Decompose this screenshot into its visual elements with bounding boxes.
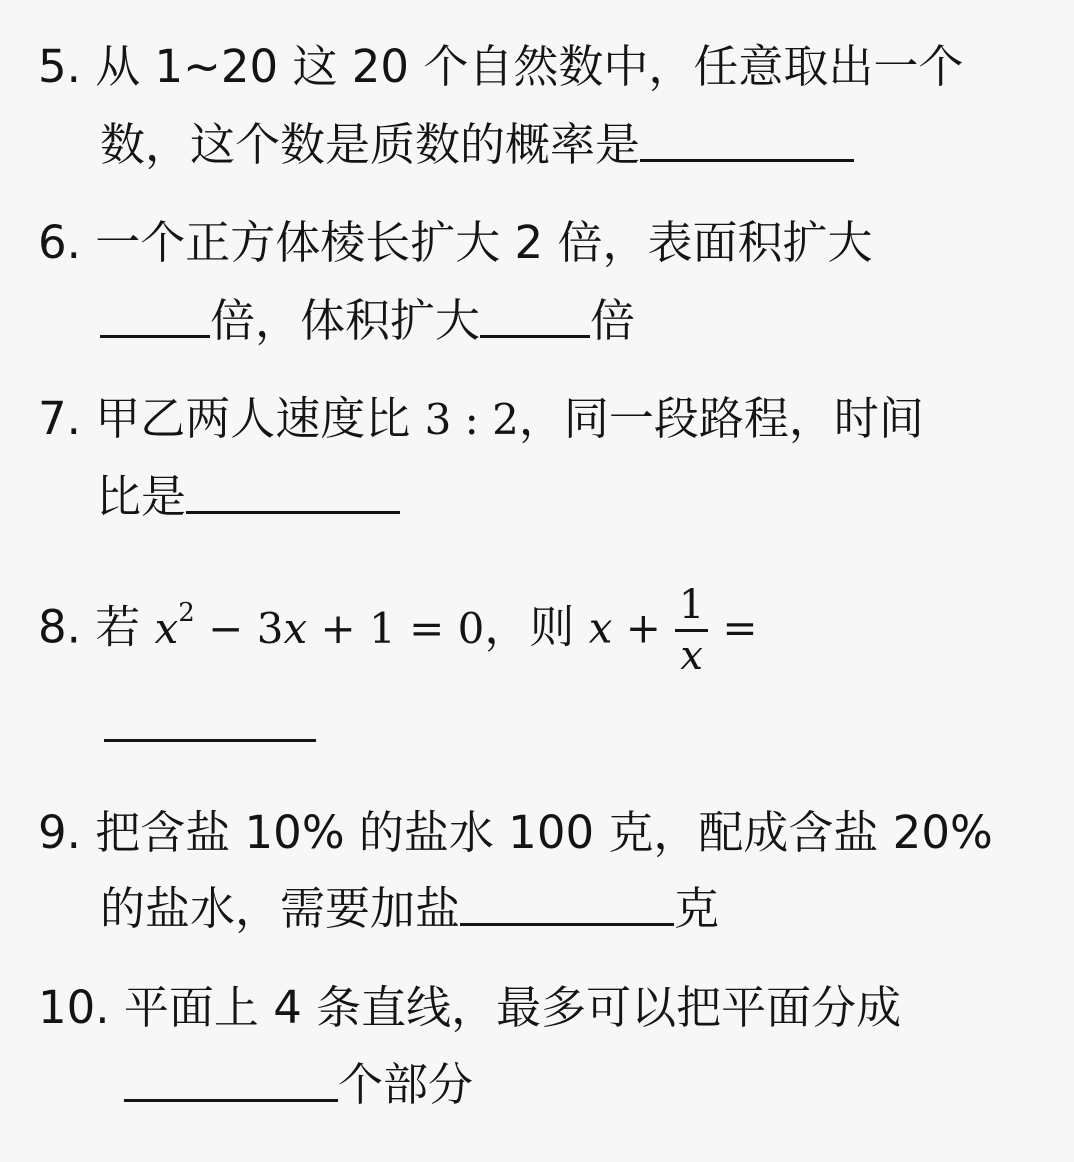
question-10-number: 10. bbox=[38, 981, 110, 1034]
question-8-number: 8. bbox=[38, 600, 81, 654]
question-7-text-2: ，同一段路程，时间 bbox=[518, 392, 924, 445]
question-6-text: 一个正方体棱长扩大 2 倍，表面积扩大 bbox=[95, 216, 873, 269]
question-10-text: 平面上 4 条直线，最多可以把平面分成 bbox=[123, 981, 902, 1034]
question-5-line-1 bbox=[38, 32, 963, 102]
question-7-text: 甲乙两人速度比 bbox=[95, 392, 411, 445]
equation-variable: x bbox=[154, 603, 179, 653]
expression-variable: x bbox=[588, 603, 613, 653]
question-8-expression bbox=[589, 604, 661, 653]
expression-plus: + bbox=[612, 603, 661, 653]
question-6-text-2: 倍，体积扩大 bbox=[210, 294, 481, 347]
question-7-line-1 bbox=[38, 384, 924, 454]
question-5-text: 从 1~20 这 20 个自然数中，任意取出一个 bbox=[95, 40, 964, 93]
question-9-text-3: 克 bbox=[674, 882, 720, 935]
question-8-equation bbox=[154, 597, 485, 653]
answer-blank-8[interactable] bbox=[104, 699, 316, 742]
question-8-line-1 bbox=[38, 582, 758, 679]
equation-exponent: 2 bbox=[178, 597, 195, 628]
equation-variable-2: x bbox=[283, 603, 308, 653]
question-7-line-2 bbox=[96, 462, 400, 532]
question-9-number: 9. bbox=[38, 806, 81, 859]
fraction-numerator: 1 bbox=[678, 582, 705, 628]
answer-blank-6a[interactable] bbox=[100, 295, 210, 338]
answer-blank-7[interactable] bbox=[186, 471, 400, 514]
question-9-line-2 bbox=[100, 874, 719, 944]
equation-tail: + 1 = 0 bbox=[307, 603, 485, 653]
question-7-number: 7. bbox=[38, 392, 81, 445]
answer-blank-9[interactable] bbox=[460, 883, 674, 926]
question-10-line-1 bbox=[38, 973, 901, 1043]
equation-middle: − 3 bbox=[194, 603, 284, 653]
question-10-line-2 bbox=[124, 1050, 473, 1120]
question-6-text-3: 倍 bbox=[590, 294, 636, 347]
question-5-number: 5. bbox=[38, 40, 81, 93]
answer-blank-5[interactable] bbox=[640, 119, 854, 162]
question-8-word-if: 若 bbox=[95, 600, 141, 654]
question-8-line-2 bbox=[104, 690, 316, 760]
fraction-denominator: x bbox=[680, 633, 703, 679]
question-8-word-then: ，则 bbox=[484, 600, 575, 654]
answer-blank-6b[interactable] bbox=[480, 295, 590, 338]
question-9-line-1 bbox=[38, 798, 993, 868]
question-10-text-2: 个部分 bbox=[338, 1058, 474, 1111]
question-5-line-2 bbox=[100, 110, 854, 180]
question-6-line-1 bbox=[38, 208, 873, 278]
question-6-number: 6. bbox=[38, 216, 81, 269]
question-9-text-2: 的盐水，需要加盐 bbox=[100, 882, 461, 935]
question-6-line-2 bbox=[100, 286, 635, 356]
question-7-text-3: 比是 bbox=[96, 470, 187, 523]
fraction bbox=[675, 582, 708, 679]
question-9-text: 把含盐 10% 的盐水 100 克，配成含盐 20% bbox=[95, 806, 993, 859]
answer-blank-10[interactable] bbox=[124, 1059, 338, 1102]
question-7-ratio: 3 : 2 bbox=[424, 395, 519, 444]
question-5-text-2: 数，这个数是质数的概率是 bbox=[100, 118, 641, 171]
question-8-equals: = bbox=[722, 603, 758, 653]
